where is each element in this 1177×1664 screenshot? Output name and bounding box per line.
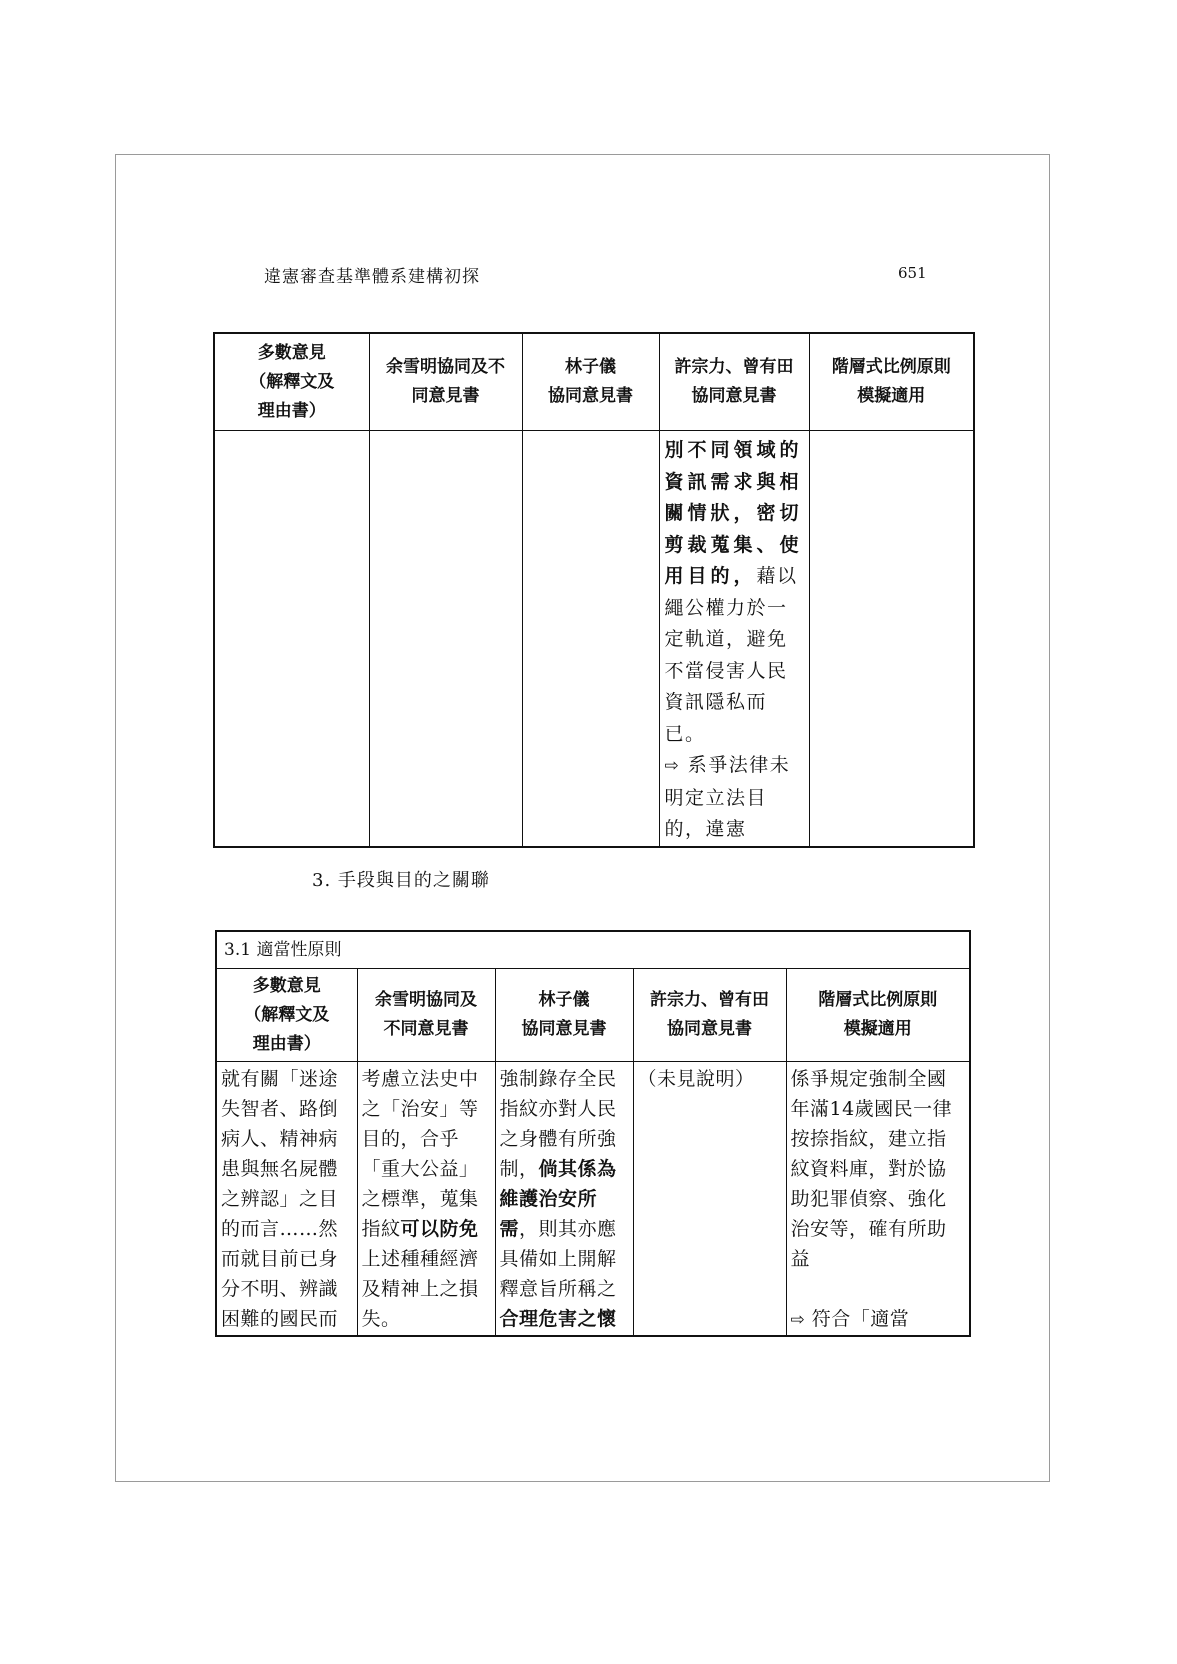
emphasized-text: 合理危害之懷 [499, 1308, 617, 1330]
body-text: 考慮立法史中 之「治安」等 目的，合乎 「重大公益」 之標準，蒐集 指紋 [361, 1068, 479, 1240]
cell-yu [369, 431, 522, 847]
header-majority-opinion: 多數意見 （解釋文及 理由書） [216, 969, 357, 1062]
table-header-row [214, 333, 974, 431]
cell-majority: 就有關「迷途 失智者、路倒 病人、精神病 患與無名屍體 之辨認」之目 的而言……然 而就目前已身 分不明、辨識 困難的國民而 [216, 1062, 357, 1337]
body-text: 強制錄存全民 指紋亦對人民 之身體有所強 制， [499, 1068, 617, 1180]
cell-lin [522, 431, 659, 847]
cell-lin [495, 1062, 633, 1337]
table-header-row [216, 969, 970, 1062]
header-yu-opinion: 余雪明協同及不 同意見書 [369, 333, 522, 431]
opinions-table-continued [213, 332, 975, 848]
cell-hierarchical [786, 1062, 970, 1337]
table-row [214, 431, 974, 847]
header-hsu-tseng-opinion: 許宗力、曾有田 協同意見書 [659, 333, 809, 431]
emphasized-text: 倘其係為 維護治安所 需 [499, 1158, 617, 1240]
body-text: 上述種種經濟 及精神上之損 失。 [361, 1248, 479, 1330]
cell-hierarchical [809, 431, 974, 847]
conclusion-text: 系爭法律未 明定立法目 的，違憲 [664, 754, 791, 840]
table-row [216, 1062, 970, 1337]
suitability-principle-table [215, 930, 971, 1337]
cell-hsu-tseng: （未見說明） [633, 1062, 786, 1337]
header-hierarchical-proportionality: 階層式比例原則 模擬適用 [786, 969, 970, 1062]
cell-hsu-tseng [659, 431, 809, 847]
header-lin-opinion: 林子儀 協同意見書 [522, 333, 659, 431]
cell-majority [214, 431, 369, 847]
body-text: 藉以 繩公權力於一 定軌道，避免 不當侵害人民 資訊隱私而 已。 [664, 565, 798, 745]
header-hierarchical-proportionality: 階層式比例原則 模擬適用 [809, 333, 974, 431]
emphasized-text: 可以防免 [400, 1218, 479, 1240]
right-arrow-icon: ⇨ [790, 1310, 806, 1330]
section-heading: 3. 手段與目的之關聯 [312, 870, 490, 891]
emphasized-text: 別不同領域的 資訊需求與相 關情狀，密切 剪裁蒐集、使 用目的， [664, 439, 803, 587]
header-hsu-tseng-opinion: 許宗力、曾有田 協同意見書 [633, 969, 786, 1062]
header-yu-opinion: 余雪明協同及 不同意見書 [357, 969, 495, 1062]
table-caption: 3.1 適當性原則 [216, 931, 970, 969]
cell-yu [357, 1062, 495, 1337]
header-lin-opinion: 林子儀 協同意見書 [495, 969, 633, 1062]
body-text: ，則其亦應 具備如上開解 釋意旨所稱之 [499, 1218, 617, 1300]
right-arrow-icon: ⇨ [664, 756, 681, 776]
body-text: 係爭規定強制全國 年滿14歲國民一律 按捺指紋，建立指 紋資料庫，對於協 助犯罪偵察、強化 治安等，確有所助 益 [790, 1068, 953, 1270]
header-majority-opinion: 多數意見 （解釋文及 理由書） [214, 333, 369, 431]
conclusion-text: 符合「適當 [805, 1308, 910, 1330]
table-caption-row [216, 931, 970, 969]
running-title: 違憲審查基準體系建構初探 [264, 267, 480, 287]
page-number: 651 [898, 264, 927, 282]
